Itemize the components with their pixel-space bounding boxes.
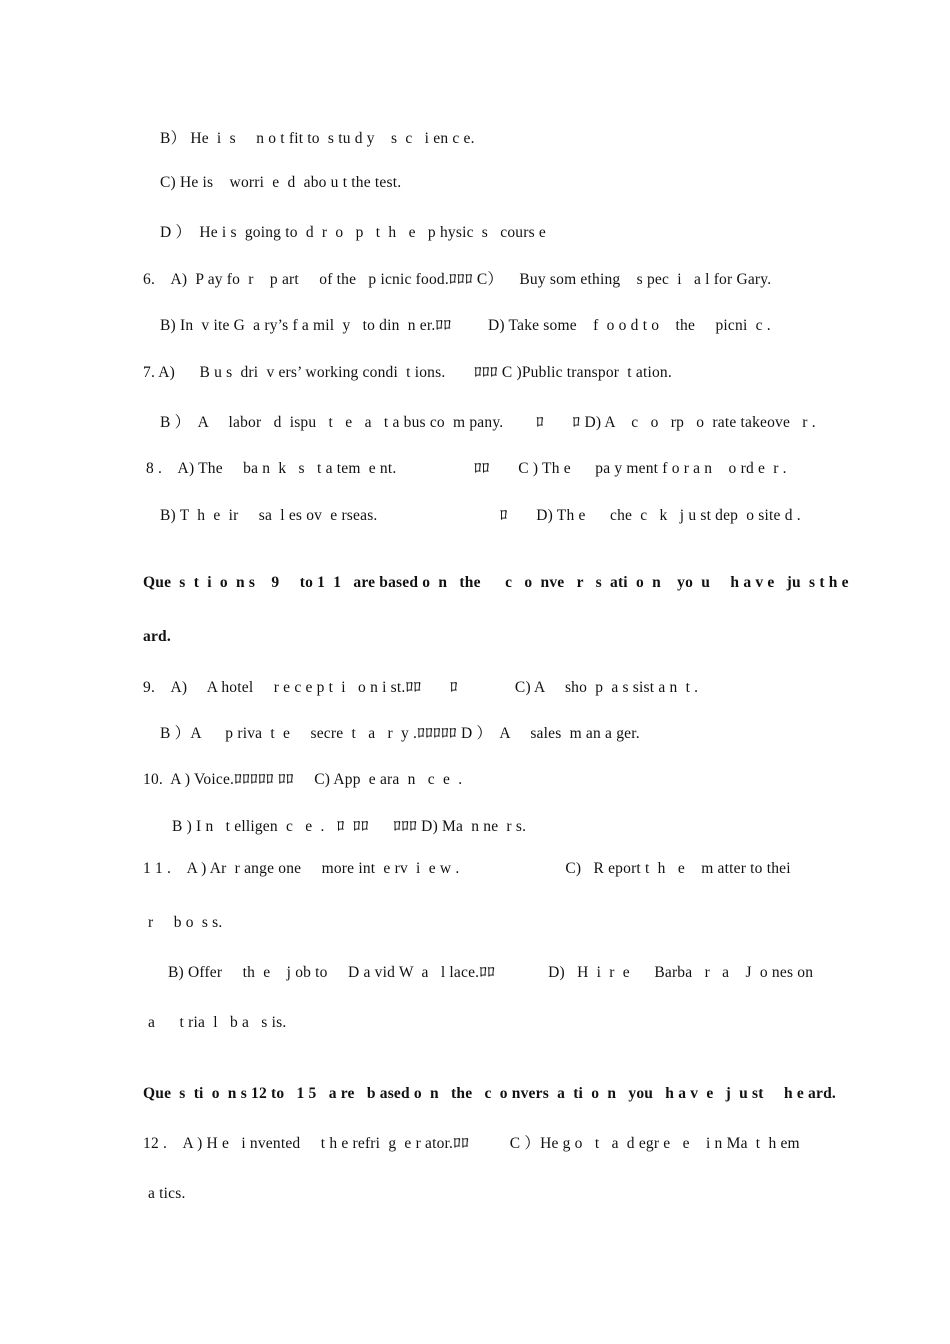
q9-options-b-d: B ）A p riva t e secre t a r y .ﾛﾛﾛﾛﾛ D ） A sales m an a ger. bbox=[160, 725, 640, 742]
section-heading-9-11-cont: ard. bbox=[143, 628, 171, 645]
q8-options-b-d: B) T h e ir sa l es ov e rseas. ﾛ D) Th e che c k j u st dep o site d . bbox=[160, 507, 801, 524]
q6-options-a-c: 6. A) P ay fo r p art of the p icnic food.ﾛﾛﾛ C） Buy som ething s pec i a l for Gary. bbox=[143, 271, 772, 288]
q6-options-b-d: B) In v ite G a ry’s f a mil y to din n er.ﾛﾛ D) Take some f o o d t o the picni c . bbox=[160, 317, 771, 334]
q5-option-b: B） He i s n o t fit to s tu d y s c i en c e. bbox=[160, 130, 475, 147]
q9-options-a-c: 9. A) A hotel r e c e p t i o n i st.ﾛﾛ ﾛ C) A sho p a s sist a n t . bbox=[143, 679, 699, 696]
q5-option-d: D ） He i s going to d r o p t h e p hysic s cours e bbox=[160, 224, 546, 241]
q7-options-b-d: B ） A labor d ispu t e a t a bus co m pany. ﾛ ﾛ D) A c o rp o rate takeove r . bbox=[160, 414, 816, 431]
q11-options-b-d: B) Offer th e j ob to D a vid W a l lace.ﾛﾛ D) H i r e Barba r a J o nes on bbox=[168, 964, 814, 981]
q8-options-a-c: 8 . A) The ba n k s t a tem e nt. ﾛﾛ C ) Th e pa y ment f o r a n o rd e r . bbox=[146, 460, 787, 477]
section-heading-12-15: Que s ti o n s 12 to 1 5 a re b ased o n the c o nvers a ti o n you h a v e j u st h e ard. bbox=[143, 1085, 836, 1102]
q11-option-c-cont: r b o s s. bbox=[148, 914, 223, 931]
q11-option-d-cont: a t ria l b a s is. bbox=[148, 1014, 287, 1031]
q10-options-b-d: B ) I n t elligen c e . ﾛ ﾛﾛ ﾛﾛﾛ D) Ma n ne r s. bbox=[172, 818, 527, 835]
q7-options-a-c: 7. A) B u s dri v ers’ working condi t ions. ﾛﾛﾛ C )Public transpor t ation. bbox=[143, 364, 672, 381]
q12-options-a-c: 12 . A ) H e i nvented t h e refri g e r ator.ﾛﾛ C ）He g o t a d egr e e i n Ma t h em bbox=[143, 1135, 800, 1152]
q11-options-a-c: 1 1 . A ) Ar r ange one more int e rv i e w . C) R eport t h e m atter to thei bbox=[143, 860, 791, 877]
section-heading-9-11: Que s t i o n s 9 to 1 1 are based o n the c o nve r s ati o n yo u h a v e ju s t h e bbox=[143, 574, 849, 591]
q10-options-a-c: 10. A ) Voice.ﾛﾛﾛﾛﾛ ﾛﾛ C) App e ara n c e . bbox=[143, 771, 463, 788]
q12-option-c-cont: a tics. bbox=[148, 1185, 186, 1202]
q5-option-c: C) He is worri e d abo u t the test. bbox=[160, 174, 402, 191]
